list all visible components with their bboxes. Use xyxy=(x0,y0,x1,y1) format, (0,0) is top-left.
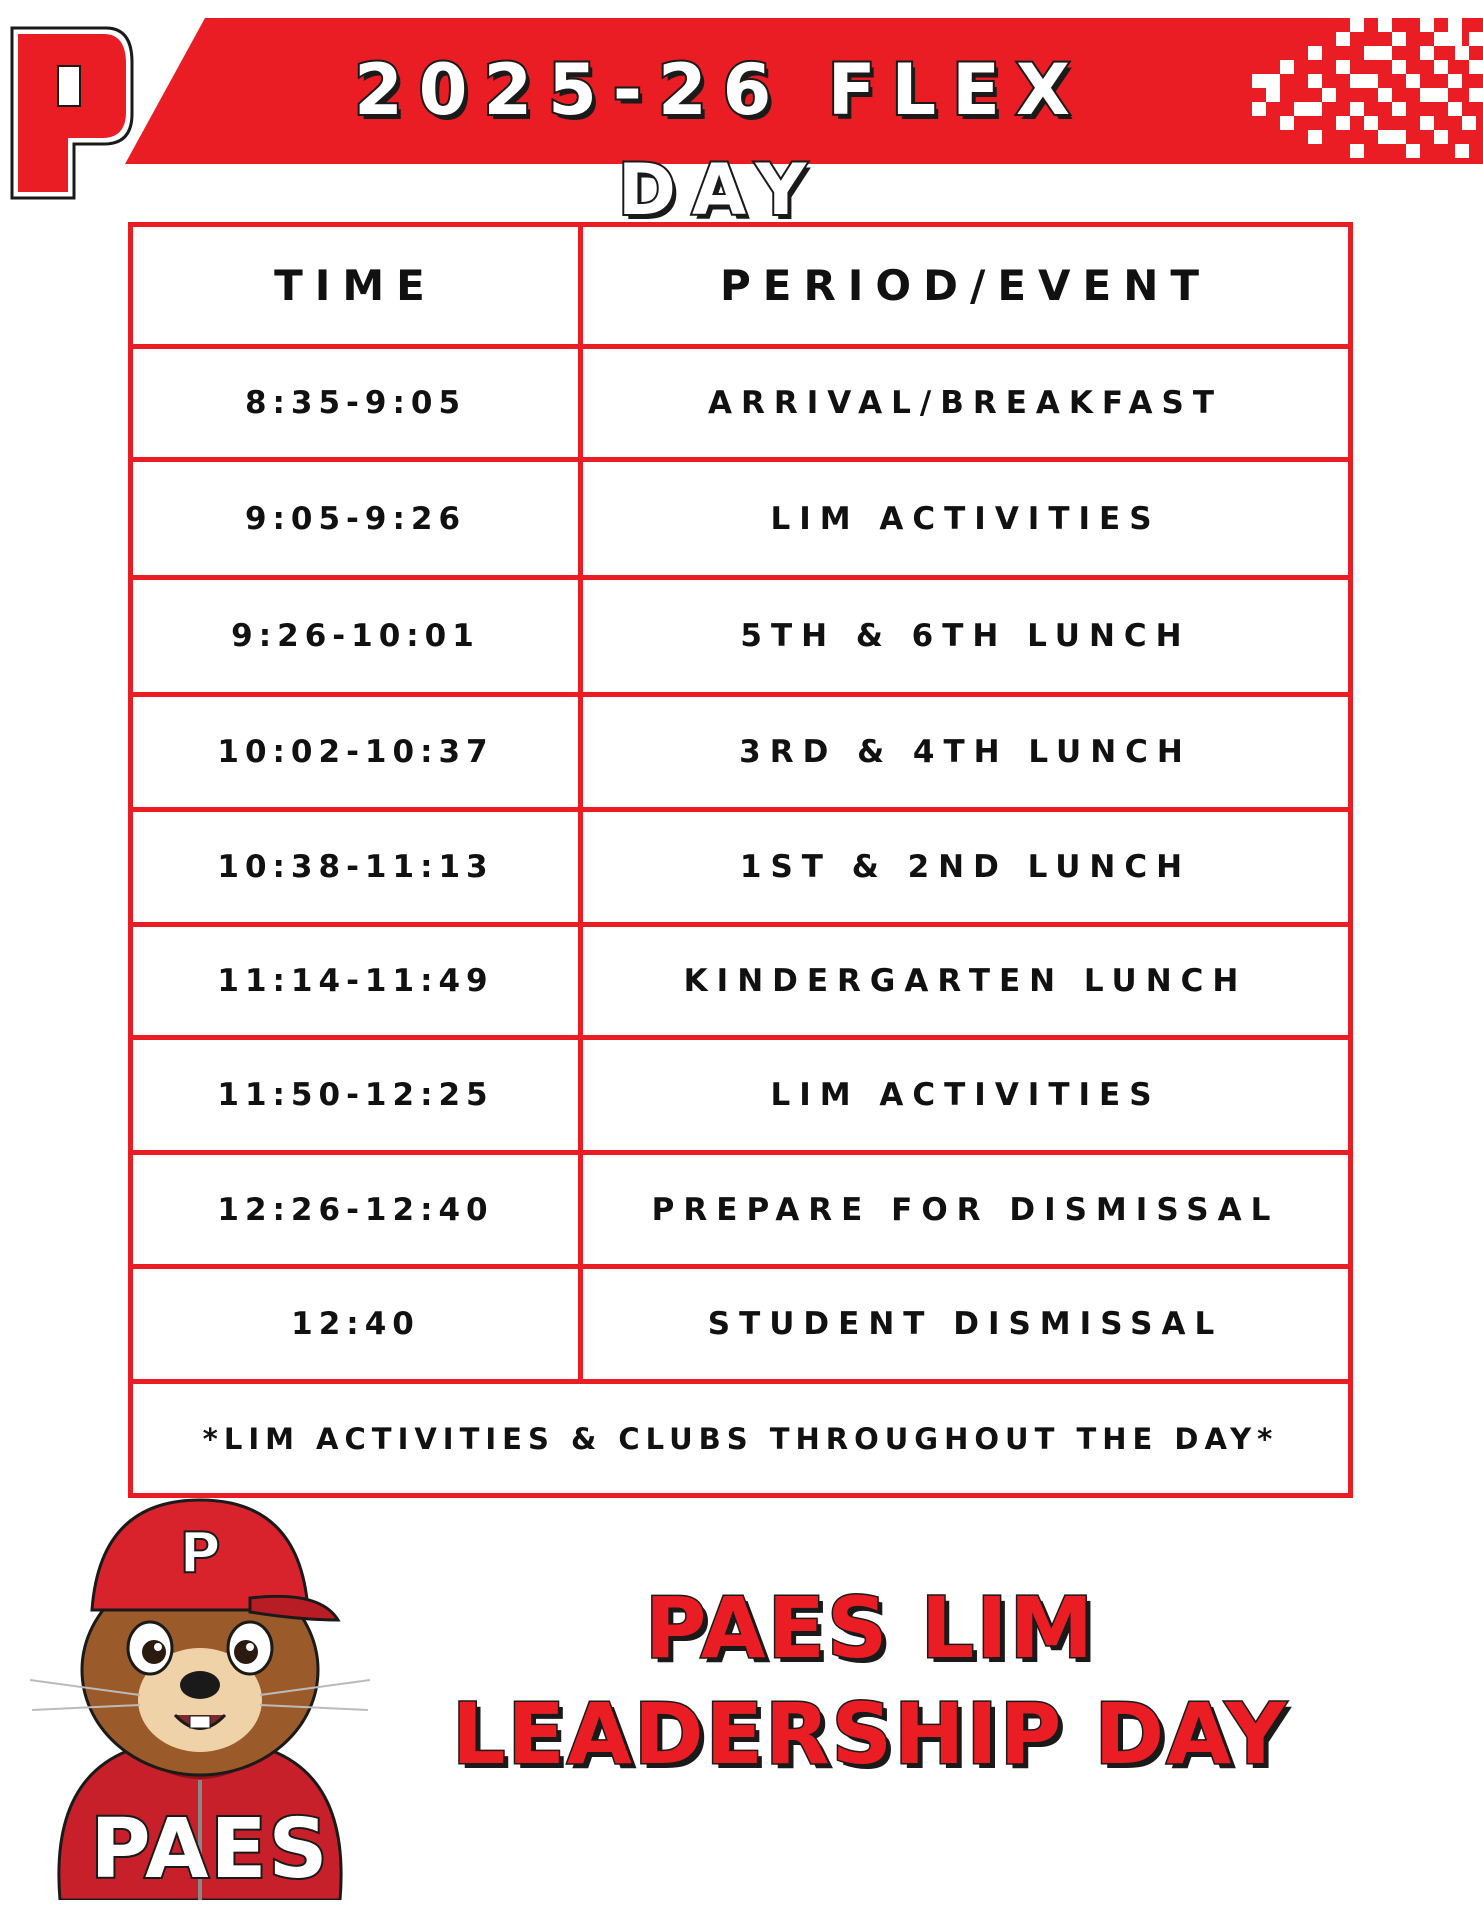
schedule-table xyxy=(128,222,1353,1498)
cap-letter: P xyxy=(179,1521,221,1586)
table-row xyxy=(133,1155,1348,1269)
event-cell: ARRIVAL/BREAKFAST xyxy=(708,385,1223,421)
table-row xyxy=(133,812,1348,927)
table-row xyxy=(133,1269,1348,1384)
school-logo xyxy=(8,22,136,204)
time-cell: 9:05-9:26 xyxy=(133,462,583,575)
event-cell: LIM ACTIVITIES xyxy=(770,500,1161,537)
table-row xyxy=(133,349,1348,462)
event-cell: 5TH & 6TH LUNCH xyxy=(740,618,1191,654)
table-row xyxy=(133,697,1348,812)
page-title: 2025-26 FLEX DAY xyxy=(354,49,1086,231)
event-cell: 1ST & 2ND LUNCH xyxy=(739,849,1192,885)
time-cell: 12:40 xyxy=(133,1269,583,1379)
event-cell: KINDERGARTEN LUNCH xyxy=(683,963,1248,999)
table-note-row xyxy=(133,1384,1348,1493)
schedule-note: *LIM ACTIVITIES & CLUBS THROUGHOUT THE DAY* xyxy=(202,1421,1279,1456)
event-cell: LIM ACTIVITIES xyxy=(770,1077,1161,1113)
table-row xyxy=(133,462,1348,580)
event-cell: 3RD & 4TH LUNCH xyxy=(739,734,1192,770)
tagline-line-2: LEADERSHIP DAY xyxy=(451,1685,1289,1783)
tagline-line-1: PAES LIM xyxy=(644,1579,1096,1677)
event-tagline xyxy=(390,1575,1350,1795)
event-cell: STUDENT DISMISSAL xyxy=(707,1306,1224,1342)
time-cell: 8:35-9:05 xyxy=(133,349,583,457)
table-row xyxy=(133,927,1348,1040)
mascot-label: PAES xyxy=(90,1802,330,1897)
time-cell: 10:02-10:37 xyxy=(133,697,583,807)
pixel-pattern-decoration xyxy=(1240,18,1483,164)
event-cell: PREPARE FOR DISMISSAL xyxy=(651,1191,1280,1228)
table-header-row xyxy=(133,227,1348,349)
time-cell: 10:38-11:13 xyxy=(133,812,583,922)
column-header-event: PERIOD/EVENT xyxy=(719,261,1212,310)
column-header-time: TIME xyxy=(133,227,583,344)
time-cell: 9:26-10:01 xyxy=(133,580,583,692)
table-row xyxy=(133,1040,1348,1155)
time-cell: 11:14-11:49 xyxy=(133,927,583,1035)
time-cell: 11:50-12:25 xyxy=(133,1040,583,1150)
time-cell: 12:26-12:40 xyxy=(133,1155,583,1264)
table-row xyxy=(133,580,1348,697)
